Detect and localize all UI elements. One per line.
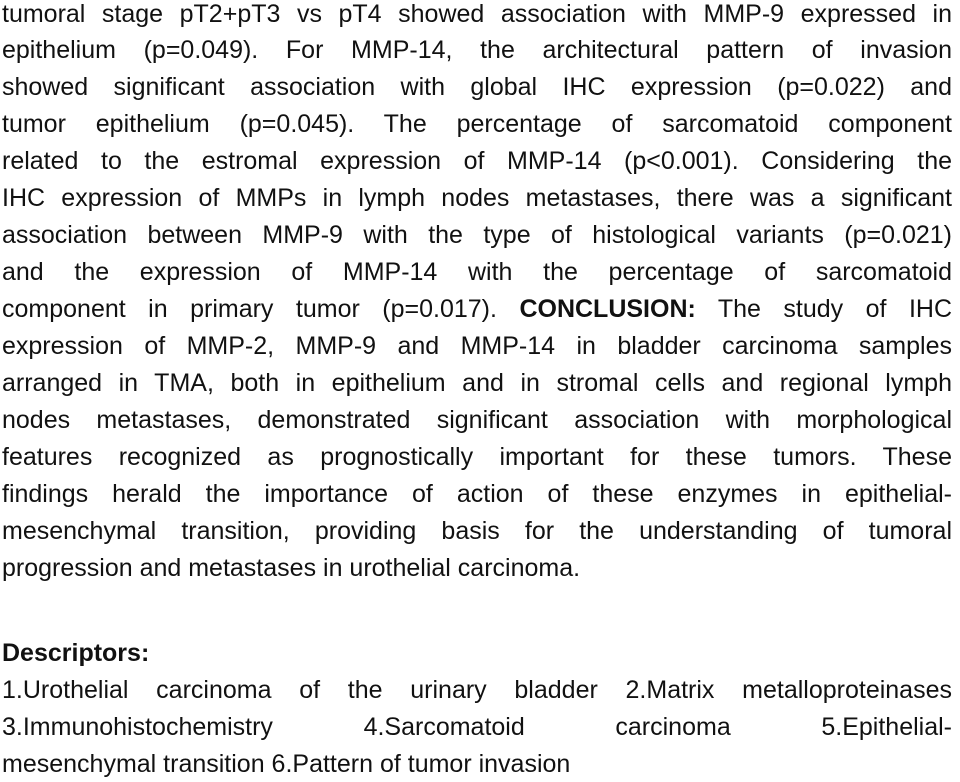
abstract-line-11: arranged in TMA, both in epithelium and in stromal cells and regional lymph bbox=[2, 369, 952, 397]
abstract-line-9 bbox=[2, 291, 952, 327]
abstract-line-10: expression of MMP-2, MMP-9 and MMP-14 in bladder carcinoma samples bbox=[2, 332, 952, 360]
abstract-line-3: showed significant association with global IHC expression (p=0.022) and bbox=[2, 73, 952, 101]
abstract-line-5: related to the estromal expression of MMP-14 (p<0.001). Considering the bbox=[2, 147, 952, 175]
abstract-line-1: tumoral stage pT2+pT3 vs pT4 showed association with MMP-9 expressed in bbox=[2, 0, 952, 28]
abstract-line-7: association between MMP-9 with the type of histological variants (p=0.021) bbox=[2, 221, 952, 249]
abstract-line-12: nodes metastases, demonstrated significant association with morphological bbox=[2, 406, 952, 434]
abstract-line-2: epithelium (p=0.049). For MMP-14, the architectural pattern of invasion bbox=[2, 36, 952, 64]
abstract-line-8: and the expression of MMP-14 with the percentage of sarcomatoid bbox=[2, 258, 952, 286]
abstract-line-15: mesenchymal transition, providing basis for the understanding of tumoral bbox=[2, 517, 952, 545]
descriptors-line-1: 1.Urothelial carcinoma of the urinary bladder 2.Matrix metalloproteinases bbox=[2, 676, 952, 704]
abstract-line-4: tumor epithelium (p=0.045). The percentage of sarcomatoid component bbox=[2, 110, 952, 138]
descriptors-line-3: mesenchymal transition 6.Pattern of tumor invasion bbox=[2, 750, 571, 778]
abstract-line-6: IHC expression of MMPs in lymph nodes metastases, there was a significant bbox=[2, 184, 952, 212]
conclusion-label: CONCLUSION: bbox=[519, 295, 696, 323]
descriptors-heading: Descriptors: bbox=[2, 639, 150, 667]
abstract-line-13: features recognized as prognostically important for these tumors. These bbox=[2, 443, 952, 471]
abstract-line-14: findings herald the importance of action of these enzymes in epithelial- bbox=[2, 480, 952, 508]
descriptors-line-2: 3.Immunohistochemistry 4.Sarcomatoid carcinoma 5.Epithelial- bbox=[2, 713, 952, 741]
conclusion-start: The study of IHC bbox=[717, 295, 953, 323]
abstract-line-16: progression and metastases in urothelial carcinoma. bbox=[2, 554, 581, 582]
abstract-line-9-text: component in primary tumor (p=0.017). bbox=[2, 295, 497, 323]
